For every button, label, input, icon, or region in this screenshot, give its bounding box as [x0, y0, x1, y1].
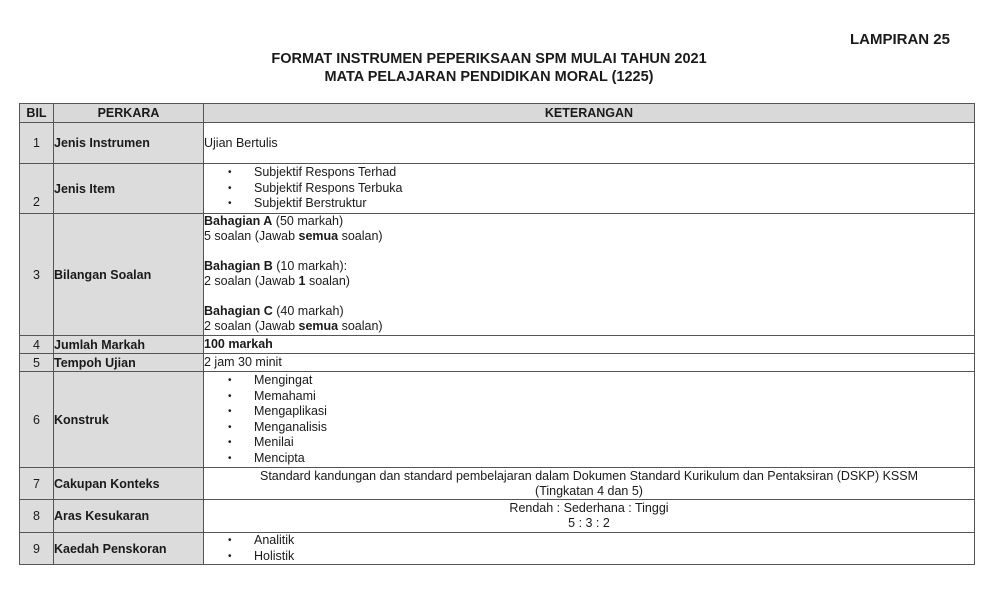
row-keterangan: 2 jam 30 minit [204, 354, 975, 372]
format-table [19, 103, 975, 565]
row-bil: 6 [20, 372, 54, 468]
row-perkara: Jenis Item [54, 164, 204, 214]
table-row [20, 533, 975, 565]
title-line-1: FORMAT INSTRUMEN PEPERIKSAAN SPM MULAI TAHUN 2021 [271, 51, 707, 67]
item-type-list [204, 165, 974, 212]
header-keterangan: KETERANGAN [204, 104, 975, 123]
row-bil: 2 [20, 164, 54, 214]
row-keterangan [204, 214, 975, 336]
row-bil: 7 [20, 468, 54, 500]
list-item: • Menilai [228, 435, 974, 451]
row-keterangan [204, 372, 975, 468]
row-perkara: Aras Kesukaran [54, 500, 204, 533]
lampiran-label: LAMPIRAN 25 [849, 31, 950, 48]
row-bil: 3 [20, 214, 54, 336]
context-line-1: Standard kandungan dan standard pembelajaran dalam Dokumen Standard Kurikulum dan Pentaksiran (DSKP) KSSM [259, 468, 919, 483]
section-c-detail: 2 soalan (Jawab semua soalan) [204, 319, 383, 333]
section-a-heading: Bahagian A (50 markah) [204, 214, 344, 228]
scoring-method-list [204, 533, 974, 564]
header-bil: BIL [20, 104, 54, 123]
row-keterangan: Ujian Bertulis [204, 123, 975, 164]
difficulty-ratio: 5 : 3 : 2 [568, 516, 610, 530]
row-bil: 5 [20, 354, 54, 372]
table-row [20, 336, 975, 354]
row-perkara: Konstruk [54, 372, 204, 468]
row-bil: 4 [20, 336, 54, 354]
row-keterangan [204, 533, 975, 565]
row-keterangan [204, 468, 975, 500]
row-perkara: Cakupan Konteks [54, 468, 204, 500]
header-perkara: PERKARA [54, 104, 204, 123]
row-perkara: Tempoh Ujian [54, 354, 204, 372]
row-keterangan: 100 markah [204, 336, 975, 354]
list-item: • Mengingat [228, 373, 974, 389]
context-line-2: (Tingkatan 4 dan 5) [535, 483, 643, 498]
table-row [20, 123, 975, 164]
table-header-row [20, 104, 975, 123]
list-item: • Subjektif Respons Terbuka [228, 181, 974, 197]
section-a-detail: 5 soalan (Jawab semua soalan) [204, 229, 383, 243]
list-item: • Holistik [228, 549, 974, 565]
table-row [20, 164, 975, 214]
construct-list [204, 373, 974, 466]
row-bil: 8 [20, 500, 54, 533]
list-item: • Subjektif Respons Terhad [228, 165, 974, 181]
row-perkara: Jumlah Markah [54, 336, 204, 354]
section-b-detail: 2 soalan (Jawab 1 soalan) [204, 274, 350, 288]
table-row [20, 214, 975, 336]
table-row [20, 468, 975, 500]
table-row [20, 372, 975, 468]
section-b-heading: Bahagian B (10 markah): [204, 259, 348, 273]
difficulty-levels: Rendah : Sederhana : Tinggi [509, 501, 669, 515]
document-title [0, 50, 998, 86]
list-item: • Mengaplikasi [228, 404, 974, 420]
row-perkara: Jenis Instrumen [54, 123, 204, 164]
row-bil: 9 [20, 533, 54, 565]
title-line-2: MATA PELAJARAN PENDIDIKAN MORAL (1225) [324, 69, 654, 85]
table-row [20, 500, 975, 533]
list-item: • Analitik [228, 533, 974, 549]
table-row [20, 354, 975, 372]
list-item: • Memahami [228, 389, 974, 405]
list-item: • Menganalisis [228, 420, 974, 436]
row-keterangan [204, 500, 975, 533]
list-item: • Mencipta [228, 451, 974, 467]
row-perkara: Kaedah Penskoran [54, 533, 204, 565]
list-item: • Subjektif Berstruktur [228, 196, 974, 212]
section-c-heading: Bahagian C (40 markah) [204, 304, 344, 318]
row-keterangan [204, 164, 975, 214]
row-bil: 1 [20, 123, 54, 164]
row-perkara: Bilangan Soalan [54, 214, 204, 336]
